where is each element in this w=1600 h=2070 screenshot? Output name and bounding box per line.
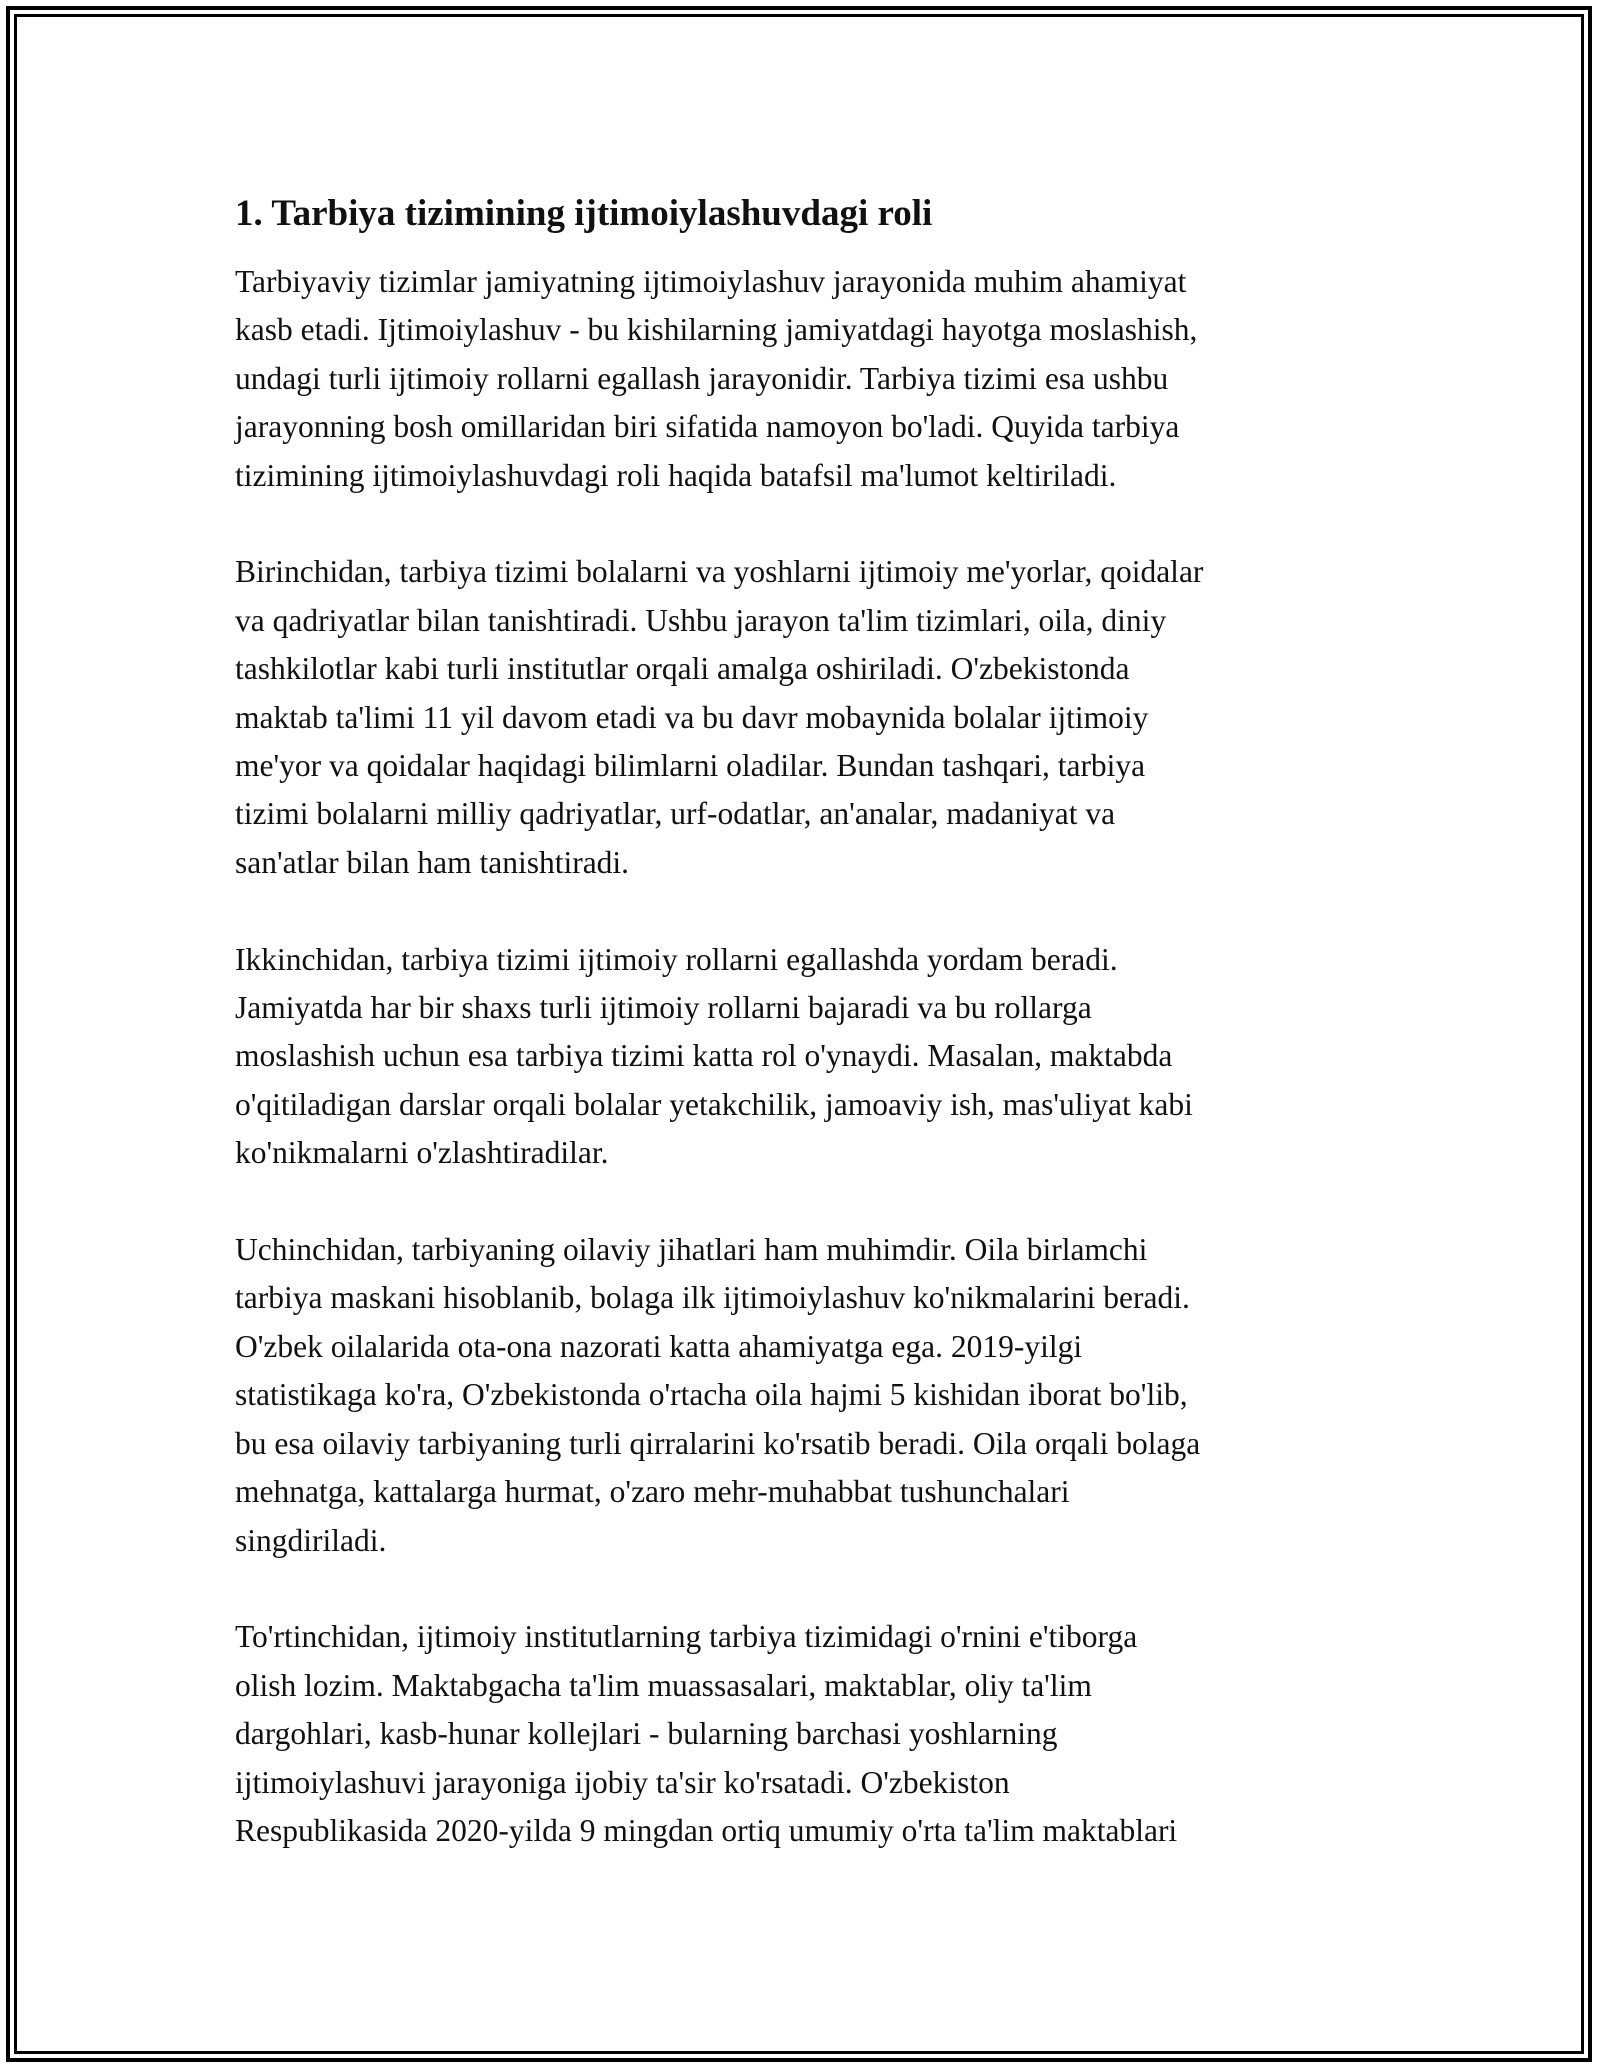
paragraph-line: dargohlari, kasb-hunar kollejlari - bularning barchasi yoshlarning	[235, 1716, 1058, 1752]
section-heading: 1. Tarbiya tizimining ijtimoiylashuvdagi roli	[235, 193, 933, 234]
paragraph-line: Jamiyatda har bir shaxs turli ijtimoiy rollarni bajaradi va bu rollarga	[235, 990, 1092, 1026]
paragraph	[235, 258, 1375, 500]
paragraph-line: mehnatga, kattalarga hurmat, o'zaro mehr-muhabbat tushunchalari	[235, 1474, 1070, 1510]
paragraph-line: jarayonning bosh omillaridan biri sifatida namoyon bo'ladi. Quyida tarbiya	[235, 409, 1180, 445]
paragraph-line: olish lozim. Maktabgacha ta'lim muassasalari, maktablar, oliy ta'lim	[235, 1667, 1092, 1703]
paragraph-line: o'qitiladigan darslar orqali bolalar yetakchilik, jamoaviy ish, mas'uliyat kabi	[235, 1086, 1193, 1122]
paragraph-line: ijtimoiylashuvi jarayoniga ijobiy ta'sir ko'rsatadi. O'zbekiston	[235, 1764, 1010, 1800]
paragraph-line: Respublikasida 2020-yilda 9 mingdan ortiq umumiy o'rta ta'lim maktablari	[235, 1812, 1178, 1848]
paragraph-line: tarbiya maskani hisoblanib, bolaga ilk ijtimoiylashuv ko'nikmalarini beradi.	[235, 1280, 1190, 1316]
paragraph-line: kasb etadi. Ijtimoiylashuv - bu kishilarning jamiyatdagi hayotga moslashish,	[235, 312, 1198, 348]
paragraph-line: tizimining ijtimoiylashuvdagi roli haqida batafsil ma'lumot keltiriladi.	[235, 457, 1117, 493]
paragraph	[235, 548, 1375, 887]
paragraph-line: undagi turli ijtimoiy rollarni egallash jarayonidir. Tarbiya tizimi esa ushbu	[235, 360, 1169, 396]
paragraph-list	[235, 258, 1375, 1855]
paragraph	[235, 1613, 1375, 1855]
paragraph-line: me'yor va qoidalar haqidagi bilimlarni oladilar. Bundan tashqari, tarbiya	[235, 748, 1146, 784]
paragraph	[235, 1226, 1375, 1565]
paragraph-line: Birinchidan, tarbiya tizimi bolalarni va yoshlarni ijtimoiy me'yorlar, qoidalar	[235, 554, 1204, 590]
paragraph-line: O'zbek oilalarida ota-ona nazorati katta ahamiyatga ega. 2019-yilgi	[235, 1328, 1083, 1364]
document-body	[235, 188, 1375, 1904]
paragraph-line: singdiriladi.	[235, 1522, 387, 1558]
paragraph-line: tashkilotlar kabi turli institutlar orqali amalga oshiriladi. O'zbekistonda	[235, 651, 1130, 687]
paragraph-line: To'rtinchidan, ijtimoiy institutlarning tarbiya tizimidagi o'rnini e'tiborga	[235, 1619, 1138, 1655]
paragraph-line: maktab ta'limi 11 yil davom etadi va bu davr mobaynida bolalar ijtimoiy	[235, 699, 1149, 735]
paragraph-line: bu esa oilaviy tarbiyaning turli qirralarini ko'rsatib beradi. Oila orqali bolaga	[235, 1425, 1201, 1461]
paragraph-line: moslashish uchun esa tarbiya tizimi katta rol o'ynaydi. Masalan, maktabda	[235, 1038, 1173, 1074]
paragraph	[235, 936, 1375, 1178]
paragraph-line: ko'nikmalarni o'zlashtiradilar.	[235, 1135, 609, 1171]
paragraph-line: Ikkinchidan, tarbiya tizimi ijtimoiy rollarni egallashda yordam beradi.	[235, 941, 1118, 977]
paragraph-line: tizimi bolalarni milliy qadriyatlar, urf-odatlar, an'analar, madaniyat va	[235, 796, 1116, 832]
paragraph-line: Tarbiyaviy tizimlar jamiyatning ijtimoiylashuv jarayonida muhim ahamiyat	[235, 264, 1187, 299]
paragraph-line: Uchinchidan, tarbiyaning oilaviy jihatlari ham muhimdir. Oila birlamchi	[235, 1232, 1148, 1268]
paragraph-line: va qadriyatlar bilan tanishtiradi. Ushbu jarayon ta'lim tizimlari, oila, diniy	[235, 602, 1167, 638]
paragraph-line: statistikaga ko'ra, O'zbekistonda o'rtacha oila hajmi 5 kishidan iborat bo'lib,	[235, 1377, 1188, 1413]
paragraph-line: san'atlar bilan ham tanishtiradi.	[235, 844, 630, 880]
